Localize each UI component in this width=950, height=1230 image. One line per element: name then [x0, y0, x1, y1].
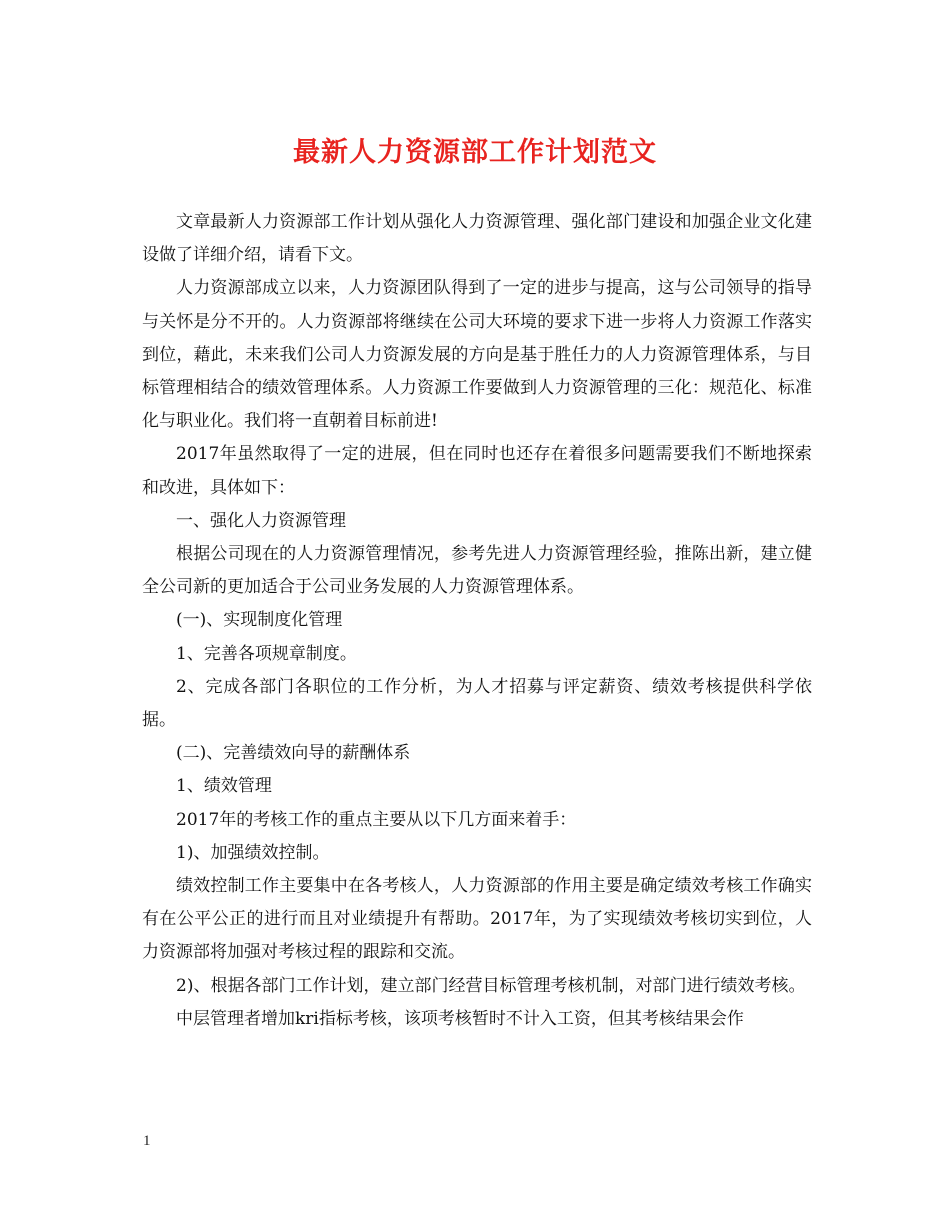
section-heading-1: 一、强化人力资源管理 — [176, 510, 346, 531]
document-body — [142, 206, 812, 1036]
paragraph-section-1: 根据公司现在的人力资源管理情况，参考先进人力资源管理经验，推陈出新，建立健全公司新的更加适合于公司业务发展的人力资源管理体系。 — [142, 544, 812, 598]
list-item-1: 1、完善各项规章制度。 — [176, 643, 357, 664]
list-item-performance: 1、绩效管理 — [176, 776, 272, 797]
subsection-heading-2: (二)、完善绩效向导的薪酬体系 — [176, 743, 411, 764]
list-item-department-plan: 2)、根据各部门工作计划，建立部门经营目标管理考核机制，对部门进行绩效考核。 — [176, 975, 806, 996]
paragraph-kri: 中层管理者增加kri指标考核，该项考核暂时不计入工资，但其考核结果会作 — [176, 1008, 744, 1029]
paragraph-control: 绩效控制工作主要集中在各考核人，人力资源部的作用主要是确定绩效考核工作确实有在公平公正的进行而且对业绩提升有帮助。2017年，为了实现绩效考核切实到位，人力资源部将加强对考核过程的跟踪和交流。 — [142, 876, 812, 963]
paragraph-background: 人力资源部成立以来，人力资源团队得到了一定的进步与提高，这与公司领导的指导与关怀是分不开的。人力资源部将继续在公司大环境的要求下进一步将人力资源工作落实到位，藉此，未来我们公司人力资源发展的方向是基于胜任力的人力资源管理体系，与目标管理相结合的绩效管理体系。人力资源工作要做到人力资源管理的三化：规范化、标准化与职业化。我们将一直朝着目标前进! — [142, 278, 812, 432]
paragraph-problems: 2017年虽然取得了一定的进展，但在同时也还存在着很多问题需要我们不断地探索和改进，具体如下： — [142, 444, 812, 498]
document-title: 最新人力资源部工作计划范文 — [293, 137, 657, 168]
subsection-heading-1: (一)、实现制度化管理 — [176, 610, 343, 631]
list-item-2: 2、完成各部门各职位的工作分析，为人才招募与评定薪资、绩效考核提供科学依据。 — [142, 676, 812, 731]
list-item-control: 1)、加强绩效控制。 — [176, 842, 330, 863]
paragraph-intro: 文章最新人力资源部工作计划从强化人力资源管理、强化部门建设和加强企业文化建设做了详细介绍，请看下文。 — [142, 212, 812, 266]
paragraph-assessment-focus: 2017年的考核工作的重点主要从以下几方面来着手： — [176, 809, 577, 830]
page-number: 1 — [143, 1133, 151, 1149]
